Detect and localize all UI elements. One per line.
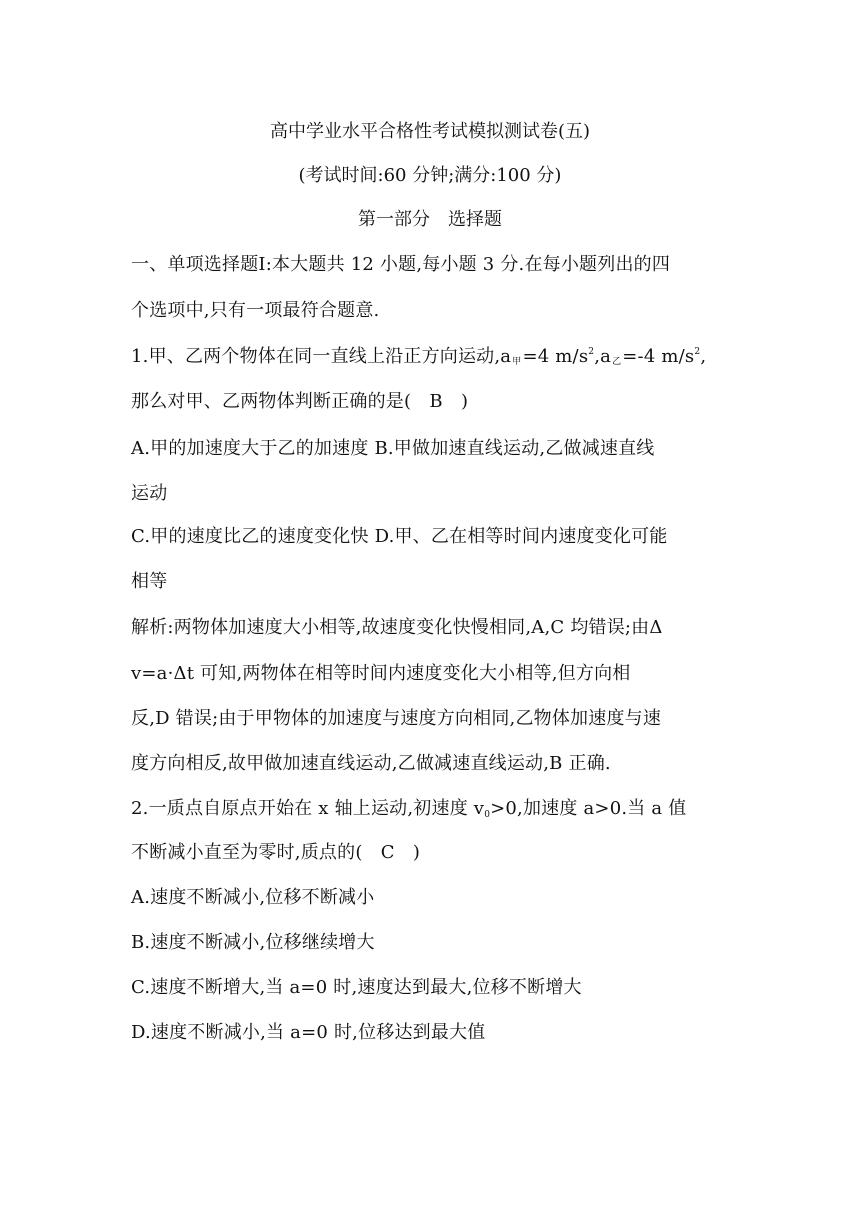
question-2-stem-line-2: 不断减小直至为零时,质点的( C ) [131,842,421,863]
q2-subscript-0: 0 [484,810,491,820]
q1-stem-part-c: ,a [594,346,612,367]
question-1-options-cd-cont: 相等 [131,571,168,592]
q1-superscript-2: 2 [694,347,701,357]
q1-stem-part-a: 1.甲、乙两个物体在同一直线上沿正方向运动,a [131,346,512,367]
q1-stem-part-b: =4 m/s [522,346,589,367]
q1-subscript-yi: 乙 [612,357,622,367]
question-1-analysis-line-3: 反,D 错误;由于甲物体的加速度与速度方向相同,乙物体加速度与速 [131,708,662,729]
q2-stem-part-a: 2.一质点自原点开始在 x 轴上运动,初速度 v [131,798,485,819]
q1-superscript-1: 2 [588,347,595,357]
question-1-analysis-line-2: v=a·Δt 可知,两物体在相等时间内速度变化大小相等,但方向相 [131,663,631,684]
question-2-option-d: D.速度不断减小,当 a=0 时,位移达到最大值 [131,1022,486,1043]
part-title: 第一部分 选择题 [358,209,502,230]
section-instruction-line-2: 个选项中,只有一项最符合题意. [131,300,380,321]
question-1-options-cd: C.甲的速度比乙的速度变化快 D.甲、乙在相等时间内速度变化可能 [131,526,668,547]
exam-info: (考试时间:60 分钟;满分:100 分) [298,165,562,186]
q1-stem-part-d: =-4 m/s [622,346,695,367]
q1-stem-part-e: , [700,346,707,367]
question-1-analysis-line-1: 解析:两物体加速度大小相等,故速度变化快慢相同,A,C 均错误;由Δ [131,617,663,638]
question-1-stem [131,342,706,368]
question-2-option-b: B.速度不断减小,位移继续增大 [131,932,375,953]
question-2-stem [131,794,686,820]
question-1-stem-line-2: 那么对甲、乙两物体判断正确的是( B ) [131,391,469,412]
q2-stem-part-b: >0,加速度 a>0.当 a 值 [490,798,687,819]
section-instruction-line-1: 一、单项选择题Ⅰ:本大题共 12 小题,每小题 3 分.在每小题列出的四 [131,254,671,275]
question-2-option-a: A.速度不断减小,位移不断减小 [131,887,375,908]
q1-subscript-jia: 甲 [512,357,522,367]
question-1-analysis-line-4: 度方向相反,故甲做加速直线运动,乙做减速直线运动,B 正确. [131,753,611,774]
question-1-options-ab: A.甲的加速度大于乙的加速度 B.甲做加速直线运动,乙做减速直线 [131,438,655,459]
paper-title: 高中学业水平合格性考试模拟测试卷(五) [269,121,591,142]
question-2-option-c: C.速度不断增大,当 a=0 时,速度达到最大,位移不断增大 [131,977,582,998]
question-1-options-ab-cont: 运动 [131,483,168,504]
